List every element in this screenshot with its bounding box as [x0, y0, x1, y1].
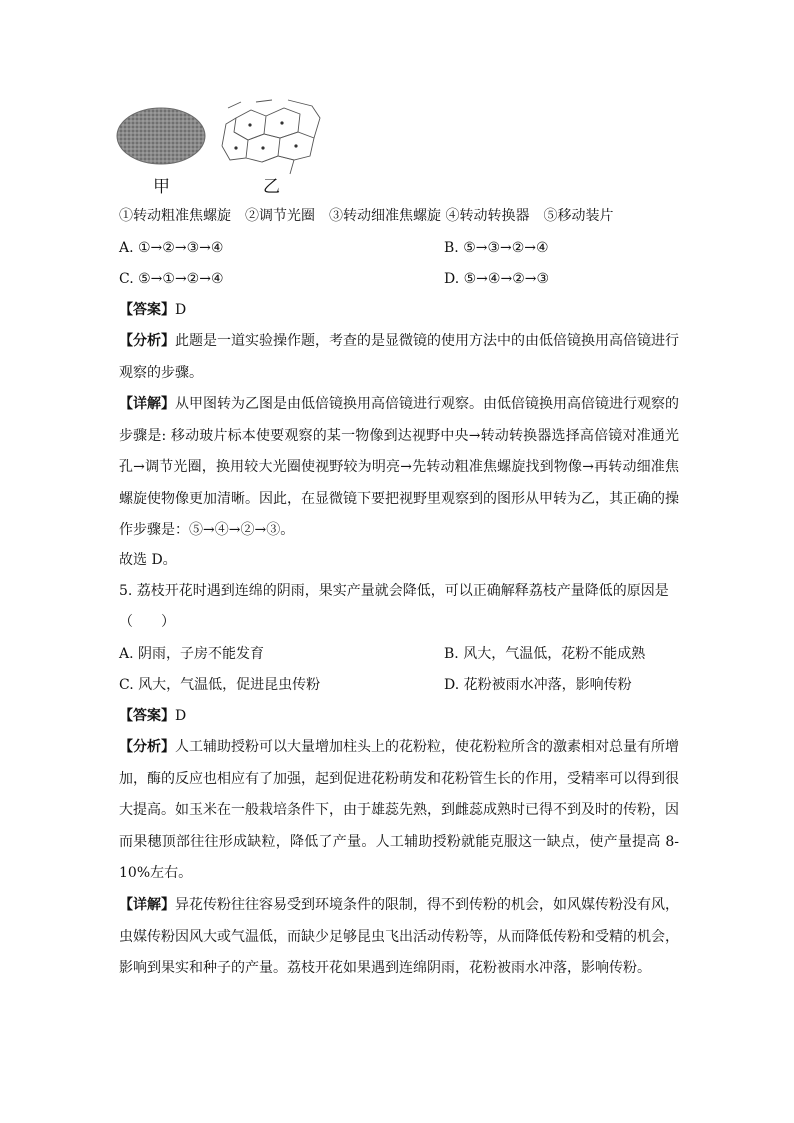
analysis-tag: 【分析】 — [119, 333, 175, 349]
q5-answer — [119, 706, 679, 726]
q5-option-d: D. 花粉被雨水冲落，影响传粉 — [444, 677, 632, 693]
figure-label-yi: 乙 — [263, 177, 280, 197]
q4-answer — [119, 300, 679, 320]
q4-steps: ①转动粗准焦螺旋 ②调节光圈 ③转动细准焦螺旋 ④转动转换器 ⑤移动装片 — [119, 208, 614, 224]
detail-tag: 【详解】 — [119, 396, 175, 412]
q4-detail — [119, 389, 679, 547]
answer-tag: 【答案】 — [119, 302, 175, 318]
figure-label-jia: 甲 — [153, 177, 170, 197]
q4-option-a: A. ①→②→③→④ — [119, 240, 224, 256]
high-power-cells — [222, 100, 320, 174]
low-power-view — [117, 108, 205, 164]
analysis-text: 人工辅助授粉可以大量增加柱头上的花粉粒，使花粉粒所含的激素相对总量有所增加，酶的反应也相应有了加强，起到促进花粉萌发和花粉管生长的作用，受精率可以得到很大提高。如玉米在一般栽培条件下，由于雄蕊先熟，到雌蕊成熟时已得不到及时的传粉，因而果穗顶部往往形成缺粒，降低了产量。人工辅助授粉就能克服这一缺点，使产量提高 8-10%左右。 — [119, 739, 679, 881]
q4-analysis — [119, 326, 679, 389]
q5-stem-line1: 5. 荔枝开花时遇到连绵的阴雨，果实产量就会降低，可以正确解释荔枝产量降低的原因是 — [119, 583, 669, 599]
q5-option-c: C. 风大，气温低，促进昆虫传粉 — [119, 677, 321, 693]
q5-stem-line2: （ ） — [119, 614, 175, 630]
q5-option-a: A. 阴雨，子房不能发育 — [119, 646, 265, 662]
q4-option-d: D. ⑤→④→②→③ — [444, 271, 550, 287]
microscope-views-illustration — [116, 98, 326, 198]
analysis-tag: 【分析】 — [119, 739, 175, 755]
detail-tag: 【详解】 — [119, 897, 175, 913]
q5-detail — [119, 890, 679, 985]
q4-option-b: B. ⑤→③→②→④ — [444, 240, 549, 256]
microscope-figure — [116, 98, 326, 198]
q4-option-c: C. ⑤→①→②→④ — [119, 271, 224, 287]
detail-text: 从甲图转为乙图是由低倍镜换用高倍镜进行观察。由低倍镜换用高倍镜进行观察的步骤是: 移动玻片标本使要观察的某一物像到达视野中央→转动转换器选择高倍镜对准通光孔→调节光圈，换用较大光圈使视野较为明亮→先转动粗准焦螺旋找到物像→再转动细准焦螺旋使物像更加清晰。因此，在显微镜下要把视野里观察到的图形从甲转为乙，其正确的操作步骤是：⑤→④→②→③。 — [119, 396, 679, 538]
answer-tag: 【答案】 — [119, 708, 175, 724]
q4-conclusion: 故选 D。 — [119, 552, 177, 568]
answer-value: D — [175, 302, 187, 318]
detail-text: 异花传粉往往容易受到环境条件的限制，得不到传粉的机会，如风媒传粉没有风，虫媒传粉因风大或气温低，而缺少足够昆虫飞出活动传粉等，从而降低传粉和受精的机会，影响到果实和种子的产量。荔枝开花如果遇到连绵阴雨，花粉被雨水冲落，影响传粉。 — [119, 897, 679, 976]
q5-analysis — [119, 732, 679, 890]
q5-option-b: B. 风大，气温低，花粉不能成熟 — [444, 646, 646, 662]
answer-value: D — [175, 708, 187, 724]
analysis-text: 此题是一道实验操作题，考查的是显微镜的使用方法中的由低倍镜换用高倍镜进行观察的步骤。 — [119, 333, 679, 381]
